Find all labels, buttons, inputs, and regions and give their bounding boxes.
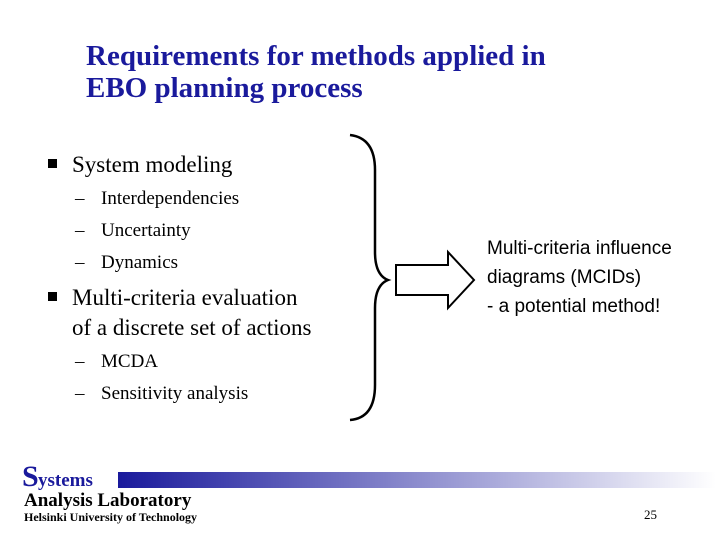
brace-and-arrow bbox=[340, 130, 480, 430]
lab-name: Analysis Laboratory bbox=[24, 490, 192, 511]
subitem-label: Sensitivity analysis bbox=[101, 383, 249, 404]
subitem-uncertainty bbox=[75, 219, 191, 243]
title-line-1: Requirements for methods applied in bbox=[86, 40, 546, 72]
bullet-label-line-2: of a discrete set of actions bbox=[72, 315, 312, 340]
subitem-label: Uncertainty bbox=[101, 220, 191, 241]
dash-marker: – bbox=[75, 220, 85, 241]
subitem-sensitivity-analysis bbox=[75, 382, 248, 406]
dash-marker: – bbox=[75, 252, 85, 273]
subitem-dynamics bbox=[75, 251, 178, 275]
subitem-mcda bbox=[75, 350, 158, 374]
subitem-label: Dynamics bbox=[101, 252, 179, 273]
university-name: Helsinki University of Technology bbox=[24, 510, 198, 524]
page-number: 25 bbox=[644, 507, 657, 522]
logo-word: ystems bbox=[38, 470, 93, 491]
right-curly-brace-icon bbox=[350, 135, 388, 420]
logo-initial: S bbox=[22, 460, 39, 493]
title-line-2: EBO planning process bbox=[86, 72, 363, 104]
square-bullet-icon bbox=[48, 292, 57, 301]
subitem-label: Interdependencies bbox=[101, 188, 240, 209]
result-line-2: diagrams (MCIDs) bbox=[487, 267, 642, 288]
square-bullet-icon bbox=[48, 159, 57, 168]
subitem-label: MCDA bbox=[101, 351, 159, 372]
right-arrow-icon bbox=[396, 252, 474, 308]
subitem-interdependencies bbox=[75, 187, 239, 211]
dash-marker: – bbox=[75, 351, 85, 372]
footer-gradient-bar bbox=[118, 472, 716, 488]
slide-title bbox=[86, 40, 686, 104]
bullet-label: System modeling bbox=[72, 152, 233, 177]
dash-marker: – bbox=[75, 188, 85, 209]
bullet-label-line-1: Multi-criteria evaluation bbox=[72, 285, 298, 310]
result-line-3: - a potential method! bbox=[487, 296, 661, 317]
result-text bbox=[487, 234, 672, 321]
dash-marker: – bbox=[75, 383, 85, 404]
result-line-1: Multi-criteria influence bbox=[487, 238, 672, 259]
